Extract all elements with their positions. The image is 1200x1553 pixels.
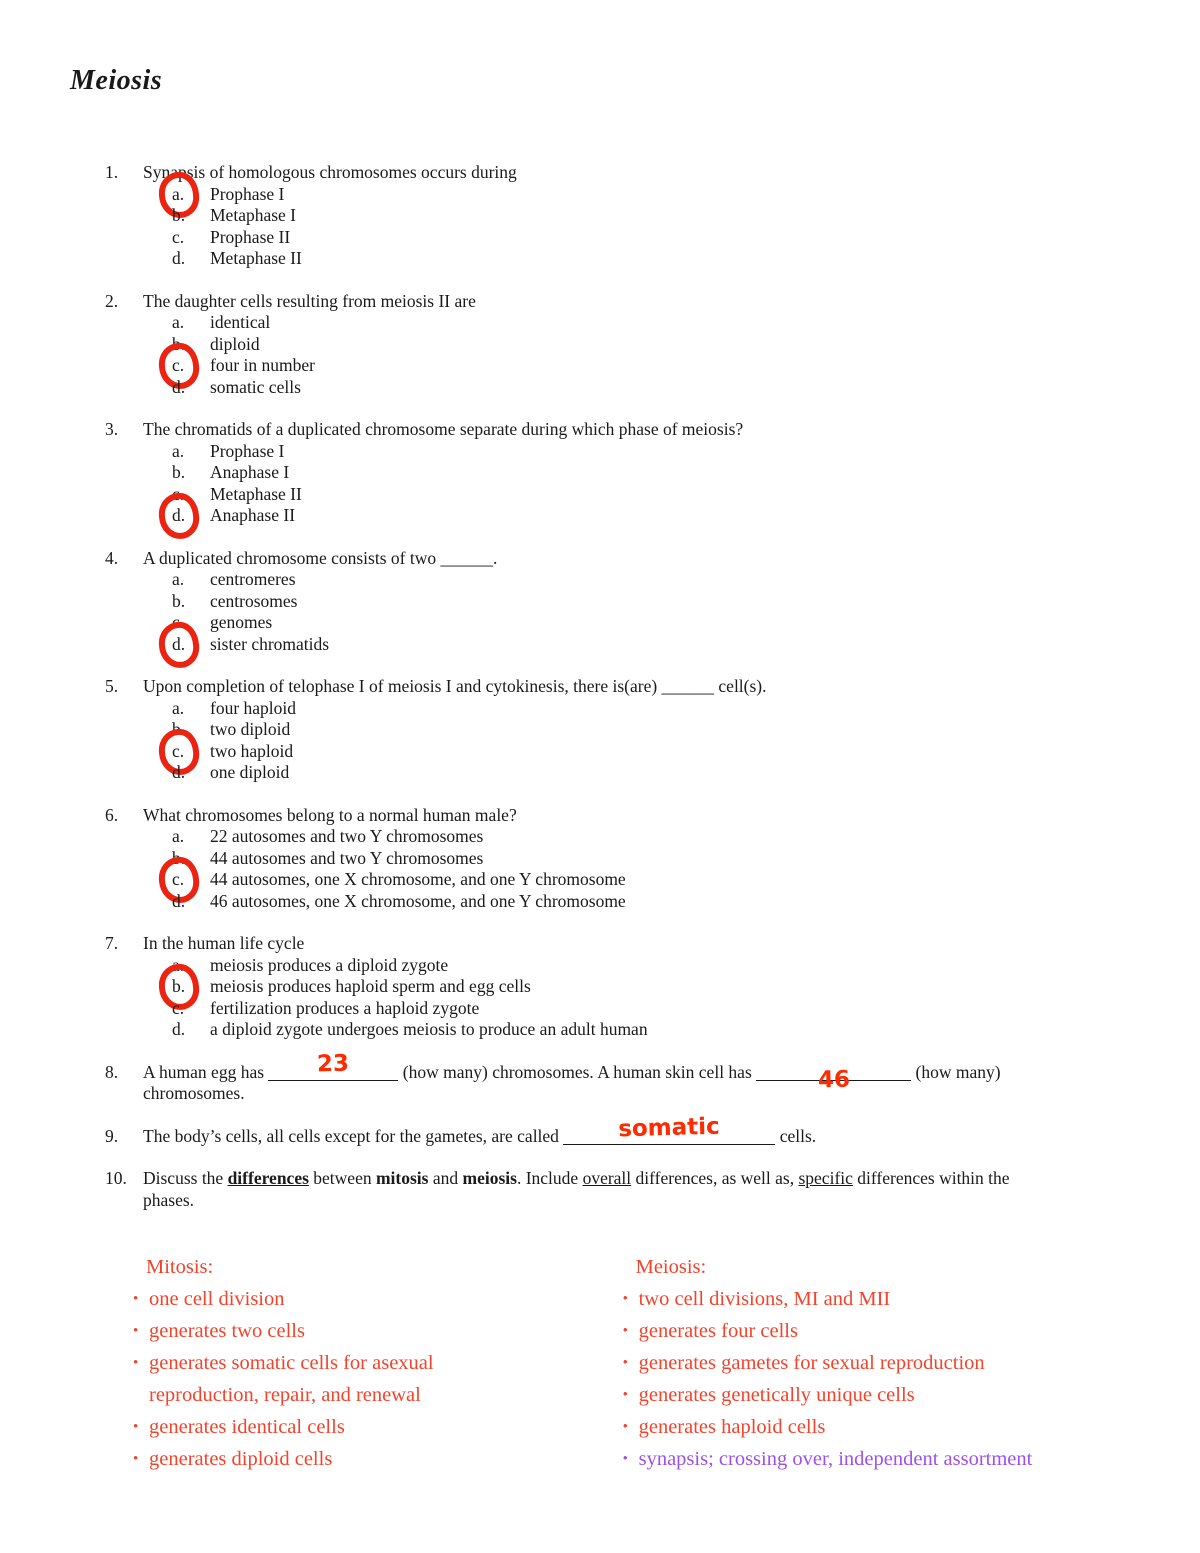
- question-number: 8.: [105, 1061, 119, 1082]
- list-item-text: generates genetically unique cells: [638, 1384, 915, 1406]
- options-list: [172, 698, 1150, 784]
- list-item-text: generates four cells: [638, 1320, 798, 1342]
- text-run: chromosomes.: [143, 1083, 245, 1103]
- text-run: A human egg has: [143, 1061, 269, 1082]
- options-list: [172, 826, 1150, 912]
- bullet-icon: •: [133, 1291, 139, 1307]
- question-text: [143, 933, 1150, 955]
- option-text: 44 autosomes and two Y chromosomes: [210, 847, 484, 868]
- option-letter: a.: [172, 954, 185, 975]
- list-item-text: generates two cells: [149, 1320, 305, 1342]
- question-head: [105, 1113, 1150, 1148]
- option-text: 22 autosomes and two Y chromosomes: [210, 826, 484, 846]
- text-run: The chromatids of a duplicated chromosome separate during which phase of meiosis?: [143, 419, 744, 439]
- option-a: [172, 698, 1150, 720]
- meiosis-column: [623, 1251, 1150, 1475]
- text-run: Synapsis of homologous chromosomes occurs during: [143, 162, 517, 182]
- text-run: cells.: [775, 1125, 817, 1146]
- question-number: 10.: [105, 1168, 127, 1188]
- question-3: [105, 419, 1150, 527]
- option-c: [172, 998, 1150, 1020]
- option-c: [172, 741, 1150, 763]
- list-item-text: generates identical cells: [149, 1416, 345, 1438]
- option-text: Metaphase II: [210, 248, 302, 268]
- option-d: [172, 1019, 1150, 1041]
- list-item: [623, 1315, 1150, 1347]
- text-run: In the human life cycle: [143, 933, 305, 953]
- question-10: [105, 1168, 1150, 1211]
- option-text: identical: [210, 312, 271, 332]
- question-1: [105, 162, 1150, 270]
- option-letter: b.: [172, 590, 186, 611]
- list-item-text: generates somatic cells for asexual reproduction, repair, and renewal: [149, 1352, 434, 1406]
- question-text: [143, 1168, 1150, 1211]
- option-a: [172, 955, 1150, 977]
- options-list: [172, 955, 1150, 1041]
- option-d: [172, 248, 1150, 270]
- bullet-icon: •: [622, 1355, 628, 1371]
- question-head: [105, 291, 1150, 313]
- option-letter: b.: [172, 847, 186, 868]
- text-run: and: [428, 1168, 463, 1188]
- option-letter: c.: [172, 226, 185, 247]
- option-letter: d.: [172, 248, 186, 268]
- option-a: [172, 312, 1150, 334]
- option-text: meiosis produces haploid sperm and egg cells: [210, 976, 531, 996]
- option-b: [172, 848, 1150, 870]
- meiosis-heading: Meiosis:: [635, 1256, 707, 1278]
- handwritten-answer: somatic: [618, 1113, 721, 1142]
- question-head: [105, 1050, 1150, 1105]
- option-letter: c.: [172, 483, 185, 504]
- list-item: [623, 1411, 1150, 1443]
- question-head: [105, 1168, 1150, 1211]
- option-d: [172, 377, 1150, 399]
- question-number: 3.: [105, 419, 119, 439]
- options-list: [172, 184, 1150, 270]
- option-letter: a.: [172, 312, 185, 332]
- option-text: four haploid: [210, 697, 297, 718]
- option-letter: c.: [172, 869, 185, 889]
- option-text: diploid: [210, 333, 260, 354]
- answer-blank: [756, 1064, 911, 1093]
- option-text: somatic cells: [210, 376, 301, 397]
- list-item: [623, 1347, 1150, 1379]
- text-run: between: [308, 1168, 376, 1188]
- mitosis-column: [133, 1251, 623, 1475]
- option-text: 46 autosomes, one X chromosome, and one Y chromosome: [210, 890, 626, 911]
- option-text: 44 autosomes, one X chromosome, and one Y chromosome: [210, 869, 626, 889]
- option-letter: c.: [172, 997, 185, 1018]
- options-list: [172, 441, 1150, 527]
- option-letter: d.: [172, 890, 186, 911]
- text-run: differences within the: [852, 1168, 1010, 1188]
- handwritten-answer: 46: [817, 1066, 850, 1093]
- option-c: [172, 355, 1150, 377]
- option-text: four in number: [210, 355, 315, 375]
- text-run: specific: [798, 1168, 853, 1188]
- option-text: Prophase I: [210, 183, 285, 204]
- question-head: [105, 162, 1150, 184]
- option-b: [172, 719, 1150, 741]
- question-number: 5.: [105, 676, 119, 696]
- option-d: [172, 762, 1150, 784]
- handwritten-answer: 23: [317, 1050, 350, 1077]
- bullet-icon: •: [622, 1323, 628, 1339]
- option-text: Metaphase I: [210, 205, 297, 225]
- bullet-icon: •: [622, 1451, 628, 1467]
- option-b: [172, 591, 1150, 613]
- option-letter: d.: [172, 505, 186, 525]
- question-text: [143, 291, 1150, 313]
- bullet-icon: •: [133, 1419, 139, 1435]
- question-text: [143, 162, 1150, 184]
- option-c: [172, 484, 1150, 506]
- option-letter: a.: [172, 697, 185, 718]
- bullet-icon: •: [133, 1451, 139, 1467]
- option-letter: b.: [172, 976, 186, 996]
- question-text: [143, 1113, 1150, 1148]
- option-text: a diploid zygote undergoes meiosis to produce an adult human: [210, 1019, 648, 1039]
- question-head: [105, 933, 1150, 955]
- option-letter: a.: [172, 569, 185, 589]
- option-letter: b.: [172, 719, 186, 739]
- question-5: [105, 676, 1150, 784]
- option-text: two diploid: [210, 719, 291, 739]
- text-run: A duplicated chromosome consists of two ______.: [143, 547, 498, 568]
- option-text: centrosomes: [210, 590, 298, 611]
- list-item: [133, 1443, 623, 1475]
- option-letter: c.: [172, 740, 185, 761]
- option-letter: b.: [172, 205, 186, 225]
- text-run: Upon completion of telophase I of meiosis I and cytokinesis, there is(are) ______ cell(s).: [143, 676, 767, 696]
- option-letter: d.: [172, 633, 186, 654]
- bullet-icon: •: [133, 1355, 139, 1371]
- question-number: 9.: [105, 1125, 119, 1146]
- option-text: Metaphase II: [210, 483, 302, 504]
- list-item: [133, 1411, 623, 1443]
- option-letter: d.: [172, 1019, 186, 1039]
- text-run: (how many): [911, 1061, 1001, 1082]
- option-text: centromeres: [210, 569, 296, 589]
- question-text: [143, 1050, 1150, 1105]
- list-item: [133, 1315, 623, 1347]
- list-item-text: generates gametes for sexual reproduction: [638, 1352, 985, 1374]
- list-item: [623, 1379, 1150, 1411]
- option-letter: a.: [172, 826, 185, 846]
- option-text: two haploid: [210, 740, 294, 761]
- text-run: What chromosomes belong to a normal human male?: [143, 804, 517, 825]
- option-text: fertilization produces a haploid zygote: [210, 997, 480, 1018]
- option-letter: a.: [172, 183, 185, 204]
- option-b: [172, 205, 1150, 227]
- option-a: [172, 441, 1150, 463]
- option-a: [172, 184, 1150, 206]
- option-letter: d.: [172, 762, 186, 782]
- answer-blank: [563, 1113, 775, 1145]
- options-list: [172, 312, 1150, 398]
- list-item-text: one cell division: [149, 1288, 285, 1310]
- question-number: 4.: [105, 547, 119, 568]
- question-list: [70, 162, 1150, 1211]
- option-d: [172, 505, 1150, 527]
- question-head: [105, 419, 1150, 441]
- question-head: [105, 805, 1150, 827]
- option-letter: b.: [172, 462, 186, 482]
- question-head: [105, 548, 1150, 570]
- option-text: Prophase I: [210, 440, 285, 461]
- question-number: 1.: [105, 162, 119, 182]
- option-letter: a.: [172, 440, 185, 461]
- question-9: [105, 1113, 1150, 1148]
- bullet-icon: •: [622, 1387, 628, 1403]
- text-run: (how many) chromosomes. A human skin cell has: [398, 1061, 757, 1082]
- option-text: Anaphase I: [210, 462, 290, 482]
- list-item-text: two cell divisions, MI and MII: [638, 1288, 891, 1310]
- option-b: [172, 334, 1150, 356]
- question-6: [105, 805, 1150, 913]
- option-text: Anaphase II: [210, 505, 296, 525]
- question-8: [105, 1050, 1150, 1105]
- option-text: sister chromatids: [210, 633, 330, 654]
- comparison-columns: [133, 1251, 1150, 1475]
- text-run: overall: [582, 1168, 632, 1188]
- option-text: Prophase II: [210, 226, 291, 247]
- option-d: [172, 634, 1150, 656]
- text-run: meiosis: [462, 1168, 517, 1188]
- option-letter: c.: [172, 612, 185, 632]
- bullet-icon: •: [622, 1291, 628, 1307]
- option-b: [172, 462, 1150, 484]
- list-item: [133, 1283, 623, 1315]
- text-run: The daughter cells resulting from meiosis II are: [143, 290, 476, 311]
- question-head: [105, 676, 1150, 698]
- question-7: [105, 933, 1150, 1041]
- text-run: phases.: [143, 1189, 195, 1210]
- text-run: differences, as well as,: [631, 1168, 799, 1188]
- option-c: [172, 869, 1150, 891]
- question-number: 7.: [105, 933, 119, 953]
- list-item: [133, 1347, 623, 1411]
- list-item: [623, 1443, 1150, 1475]
- option-letter: d.: [172, 376, 186, 397]
- options-list: [172, 569, 1150, 655]
- text-run: mitosis: [375, 1168, 429, 1188]
- option-c: [172, 612, 1150, 634]
- text-run: differences: [227, 1168, 309, 1188]
- question-4: [105, 548, 1150, 656]
- question-text: [143, 805, 1150, 827]
- question-text: [143, 676, 1150, 698]
- option-b: [172, 976, 1150, 998]
- page-title: Meiosis: [70, 65, 163, 96]
- option-letter: c.: [172, 355, 185, 375]
- question-2: [105, 291, 1150, 399]
- option-d: [172, 891, 1150, 913]
- bullet-icon: •: [622, 1419, 628, 1435]
- option-text: meiosis produces a diploid zygote: [210, 954, 449, 975]
- list-item-text: synapsis; crossing over, independent assortment: [638, 1448, 1033, 1470]
- question-number: 6.: [105, 804, 119, 825]
- option-letter: b.: [172, 333, 186, 354]
- list-item-text: generates haploid cells: [638, 1416, 826, 1438]
- option-text: genomes: [210, 612, 273, 632]
- list-item: [623, 1283, 1150, 1315]
- option-text: one diploid: [210, 762, 290, 782]
- text-run: Discuss the: [143, 1168, 228, 1188]
- answer-blank: [268, 1050, 398, 1081]
- text-run: . Include: [516, 1168, 583, 1188]
- question-number: 2.: [105, 290, 119, 311]
- question-text: [143, 548, 1150, 570]
- question-text: [143, 419, 1150, 441]
- option-a: [172, 826, 1150, 848]
- list-item-text: generates diploid cells: [149, 1448, 333, 1470]
- mitosis-heading: Mitosis:: [146, 1256, 214, 1278]
- option-c: [172, 227, 1150, 249]
- bullet-icon: •: [133, 1323, 139, 1339]
- option-a: [172, 569, 1150, 591]
- text-run: The body’s cells, all cells except for the gametes, are called: [143, 1125, 564, 1146]
